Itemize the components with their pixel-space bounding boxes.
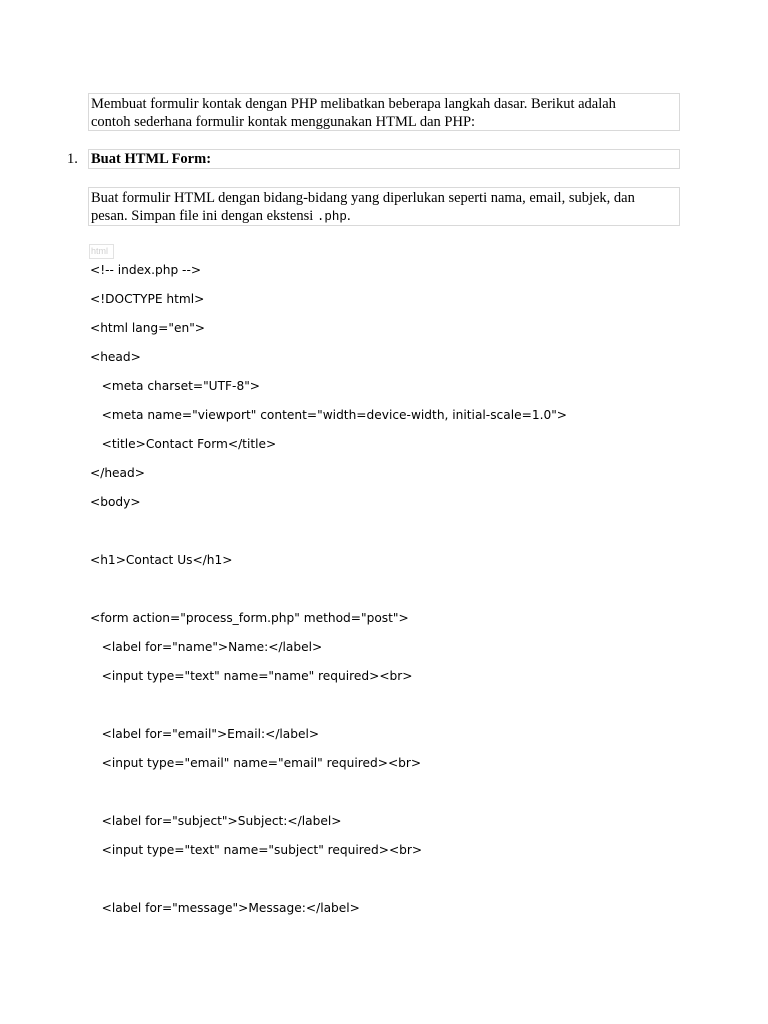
code-line: <h1>Contact Us</h1> bbox=[90, 553, 233, 567]
step-heading bbox=[88, 149, 680, 169]
code-line: <input type="text" name="name" required><br> bbox=[90, 669, 413, 683]
code-line: <head> bbox=[90, 350, 141, 364]
intro-line-1: Membuat formulir kontak dengan PHP melibatkan beberapa langkah dasar. Berikut adalah bbox=[91, 96, 616, 112]
description-line-1: Buat formulir HTML dengan bidang-bidang yang diperlukan seperti nama, email, subjek, dan bbox=[91, 190, 635, 206]
code-line: <html lang="en"> bbox=[90, 321, 206, 335]
code-line: <input type="email" name="email" required><br> bbox=[90, 756, 422, 770]
code-language-tag: html bbox=[89, 244, 114, 259]
code-line: <title>Contact Form</title> bbox=[90, 437, 277, 451]
intro-line-2: contoh sederhana formulir kontak menggunakan HTML dan PHP: bbox=[91, 114, 476, 130]
code-line: <label for="email">Email:</label> bbox=[90, 727, 320, 741]
code-line: <meta charset="UTF-8"> bbox=[90, 379, 261, 393]
code-line: <!DOCTYPE html> bbox=[90, 292, 205, 306]
code-line: <meta name="viewport" content="width=device-width, initial-scale=1.0"> bbox=[90, 408, 568, 422]
code-line: <label for="subject">Subject:</label> bbox=[90, 814, 342, 828]
description-line-2-prefix: pesan. Simpan file ini dengan ekstensi bbox=[91, 208, 317, 224]
code-line: <label for="name">Name:</label> bbox=[90, 640, 323, 654]
code-line: <label for="message">Message:</label> bbox=[90, 901, 360, 915]
step-title: Buat HTML Form: bbox=[91, 151, 212, 167]
description-paragraph bbox=[88, 187, 680, 226]
code-line: <!-- index.php --> bbox=[90, 263, 202, 277]
code-line: </head> bbox=[90, 466, 145, 480]
step-number: 1. bbox=[67, 151, 78, 167]
description-line-2 bbox=[91, 207, 677, 226]
code-line: <form action="process_form.php" method="post"> bbox=[90, 611, 409, 625]
code-line: <input type="text" name="subject" required><br> bbox=[90, 843, 423, 857]
description-line-2-suffix: . bbox=[346, 208, 351, 224]
code-line: <body> bbox=[90, 495, 141, 509]
intro-paragraph bbox=[88, 93, 680, 131]
inline-code-extension: .php bbox=[316, 210, 347, 224]
